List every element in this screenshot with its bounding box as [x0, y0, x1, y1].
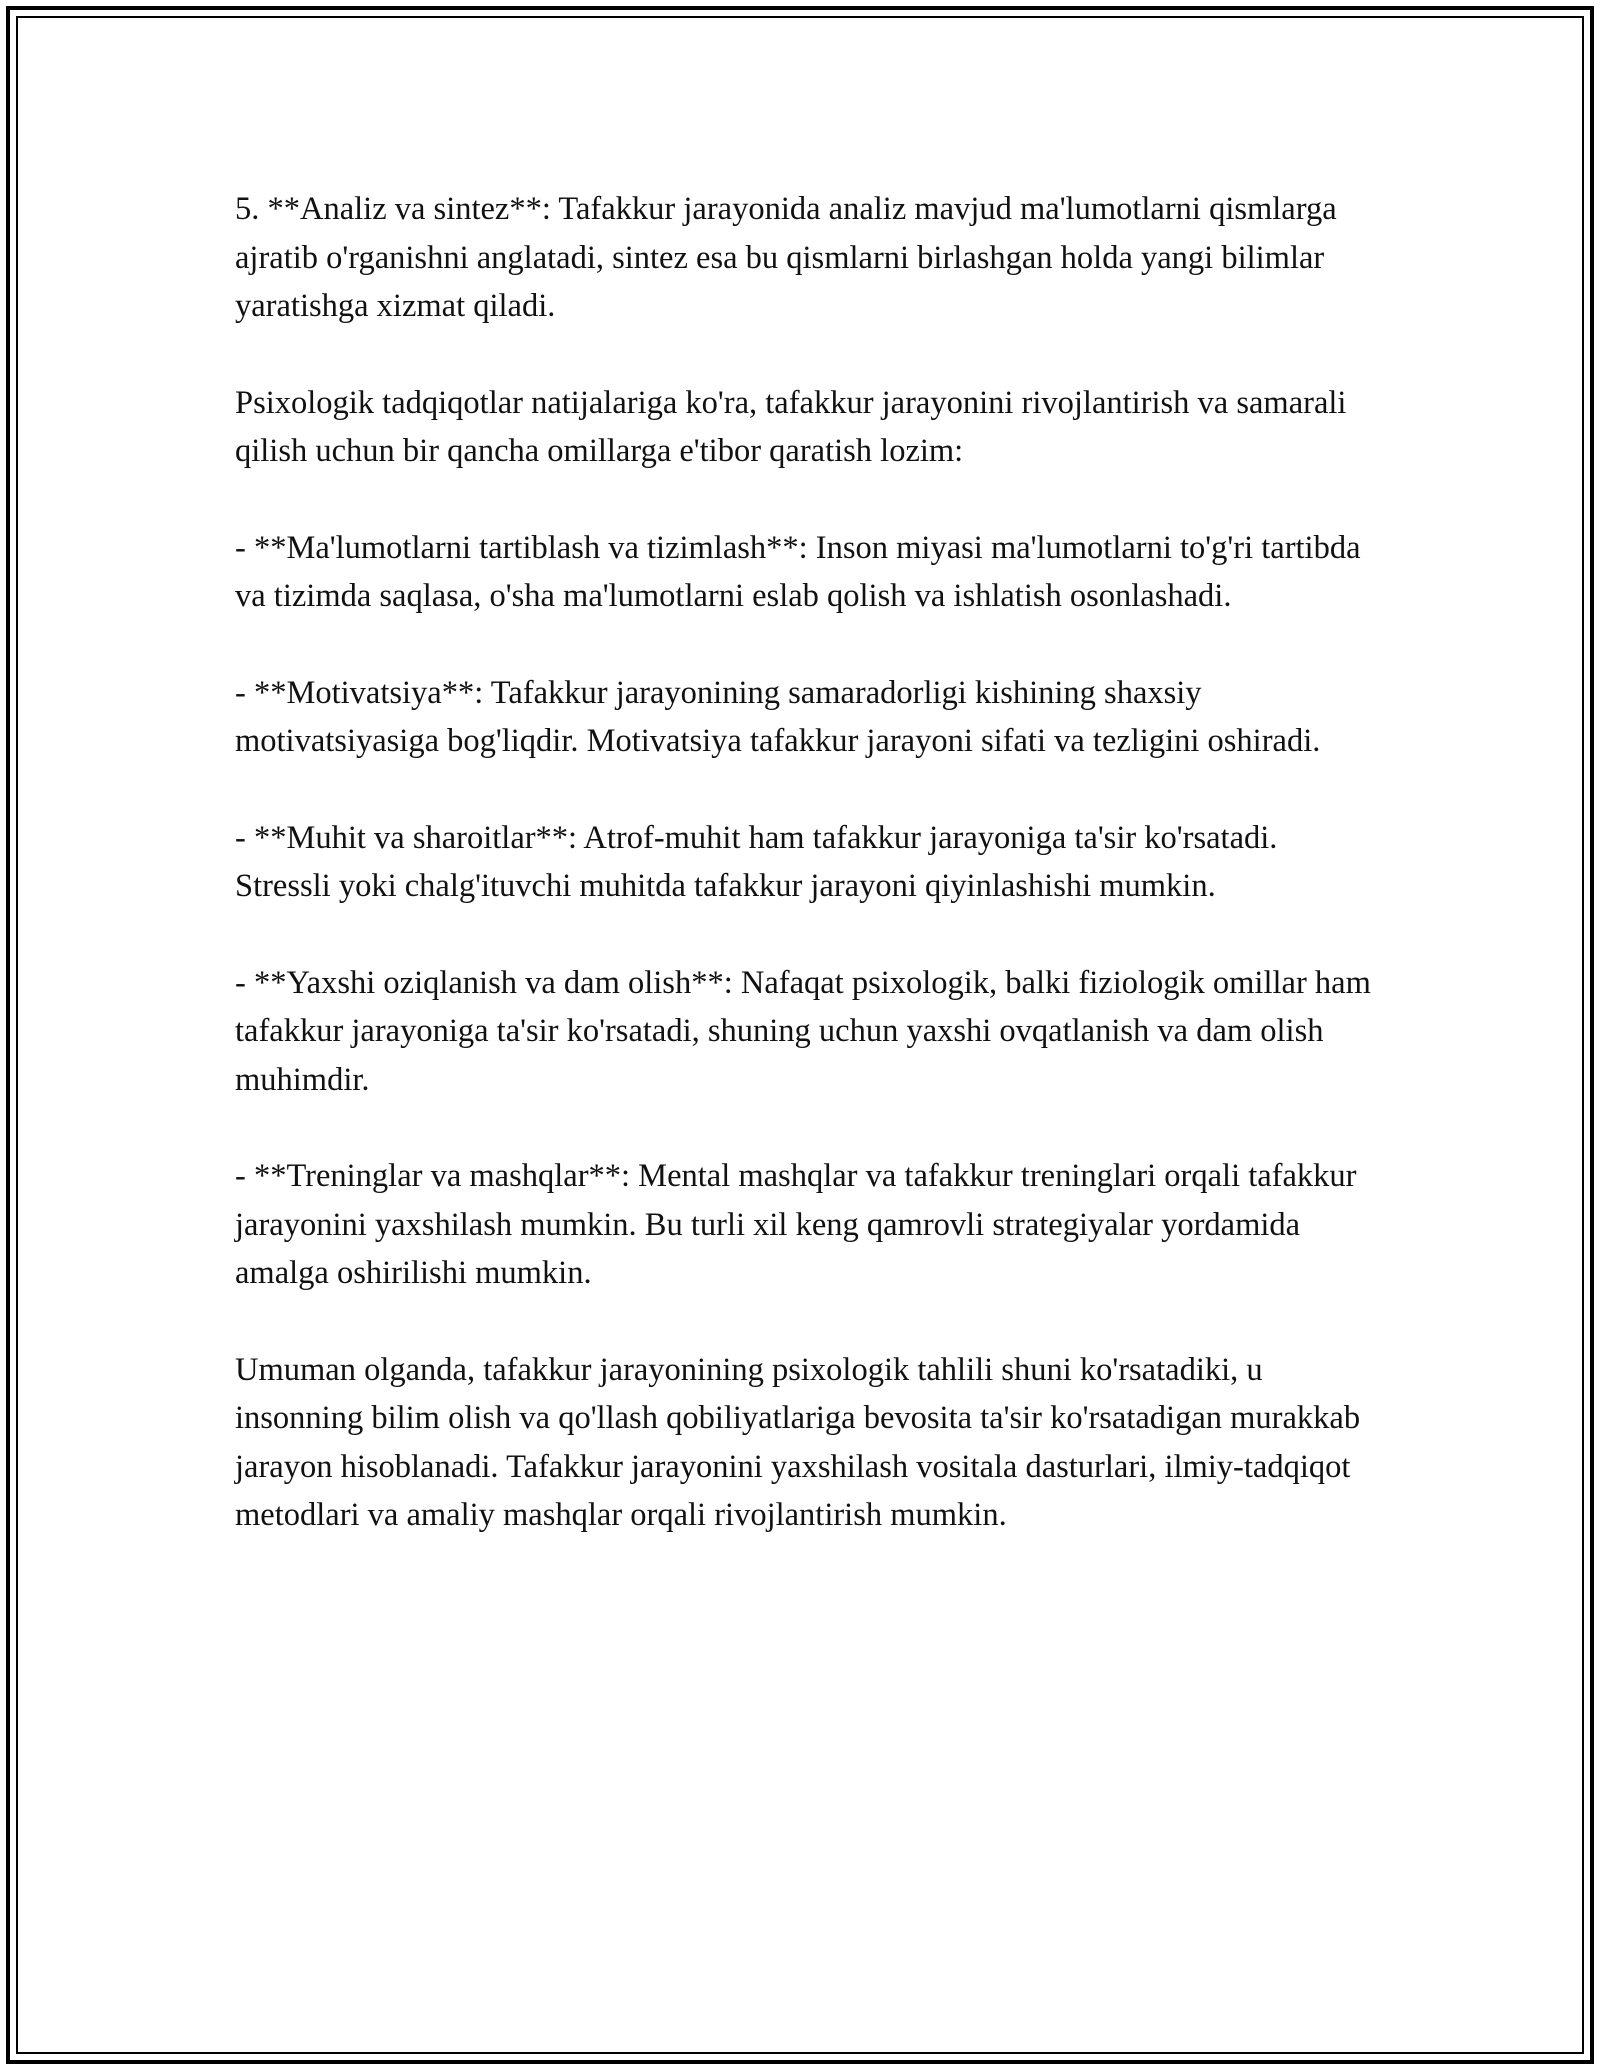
paragraph-conclusion: Umuman olganda, tafakkur jarayonining psixologik tahlili shuni ko'rsatadiki, u insonning bilim olish va qo'llash qobiliyatlariga bevosita ta'sir ko'rsatadigan murakkab jarayon hisoblanadi. Tafakkur jarayonini yaxshilash vositala dasturlari, ilmiy-tadqiqot metodlari va amaliy mashqlar orqali rivojlantirish mumkin. [235, 1351, 1361, 1533]
list-item-trainings-exercises: - **Treninglar va mashqlar**: Mental mashqlar va tafakkur treninglari orqali tafakkur jarayonini yaxshilash mumkin. Bu turli xil keng qamrovli strategiyalar yordamida amalga oshirilishi mumkin. [235, 1158, 1357, 1291]
list-item-environment: - **Muhit va sharoitlar**: Atrof-muhit ham tafakkur jarayoniga ta'sir ko'rsatadi. Stressli yoki chalg'ituvchi muhitda tafakkur jarayoni qiyinlashishi mumkin. [235, 819, 1278, 904]
paragraph-analysis-synthesis: 5. **Analiz va sintez**: Tafakkur jarayonida analiz mavjud ma'lumotlarni qismlarga ajratib o'rganishni anglatadi, sintez esa bu qismlarni birlashgan holda yangi bilimlar yaratishga xizmat qiladi. [235, 191, 1337, 324]
document-body [235, 185, 1375, 1540]
paragraph-research-intro: Psixologik tadqiqotlar natijalariga ko'ra, tafakkur jarayonini rivojlantirish va samarali qilish uchun bir qancha omillarga e'tibor qaratish lozim: [235, 384, 1347, 469]
list-item-nutrition-rest: - **Yaxshi oziqlanish va dam olish**: Nafaqat psixologik, balki fiziologik omillar ham tafakkur jarayoniga ta'sir ko'rsatadi, shuning uchun yaxshi ovqatlanish va dam olish muhimdir. [235, 964, 1371, 1098]
list-item-motivation: - **Motivatsiya**: Tafakkur jarayonining samaradorligi kishining shaxsiy motivatsiyasiga bog'liqdir. Motivatsiya tafakkur jarayoni sifati va tezligini oshiradi. [235, 674, 1321, 759]
list-item-organizing-information: - **Ma'lumotlarni tartiblash va tizimlash**: Inson miyasi ma'lumotlarni to'g'ri tartibda va tizimda saqlasa, o'sha ma'lumotlarni eslab qolish va ishlatish osonlashadi. [235, 529, 1361, 614]
